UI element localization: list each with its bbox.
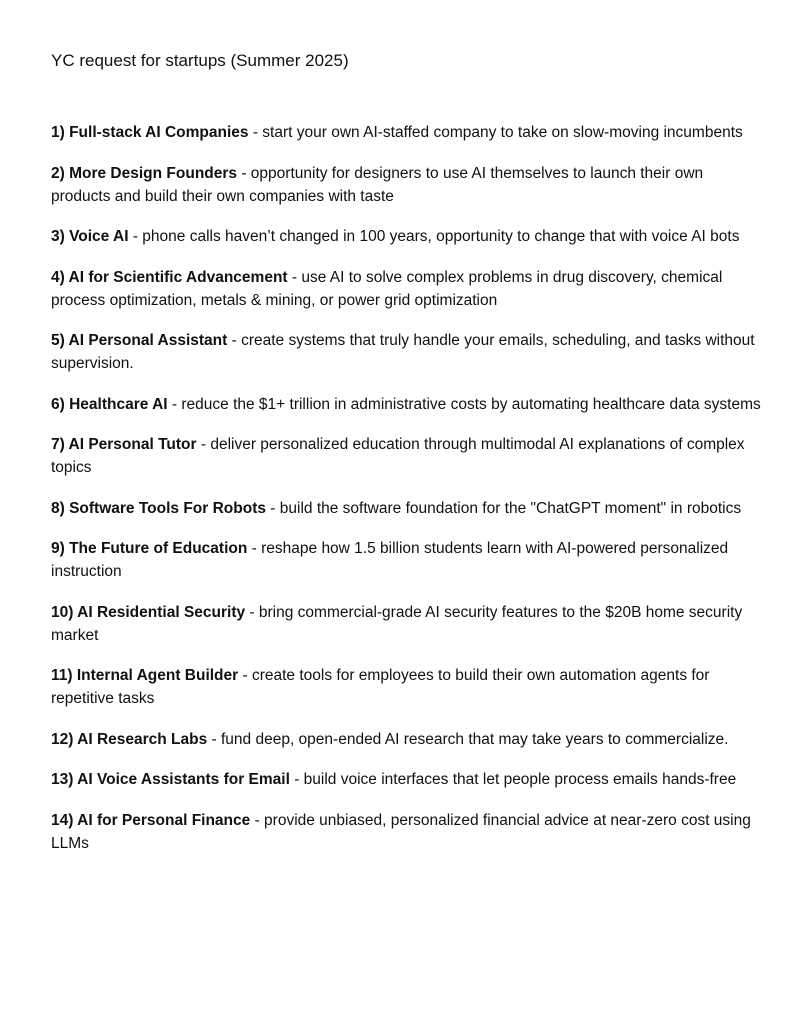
item-description: - build the software foundation for the "ChatGPT moment" in robotics <box>266 499 742 517</box>
list-item <box>51 162 761 208</box>
list-item <box>51 121 761 144</box>
item-heading: 7) AI Personal Tutor <box>51 436 197 453</box>
item-heading: 1) Full-stack AI Companies <box>51 124 249 141</box>
item-heading: 11) Internal Agent Builder <box>51 667 239 684</box>
item-heading: 4) AI for Scientific Advancement <box>51 268 288 286</box>
list-item <box>51 728 761 751</box>
item-heading: 12) AI Research Labs <box>51 730 208 748</box>
list-item <box>51 809 761 855</box>
list-item <box>51 537 761 583</box>
item-heading: 8) Software Tools For Robots <box>51 499 266 517</box>
item-description: - opportunity for designers to use AI themselves to launch their own products and build their own companies with taste <box>51 164 704 205</box>
item-heading: 9) The Future of Education <box>51 540 248 557</box>
list-item <box>51 393 761 416</box>
item-description: - create tools for employees to build their own automation agents for repetitive tasks <box>51 667 710 707</box>
list-item <box>51 329 761 375</box>
item-description: - phone calls haven’t changed in 100 years, opportunity to change that with voice AI bots <box>128 228 740 245</box>
item-heading: 6) Healthcare AI <box>51 395 168 413</box>
item-description: - build voice interfaces that let people process emails hands-free <box>289 771 737 788</box>
startup-ideas-list <box>51 121 761 872</box>
list-item <box>51 433 761 479</box>
item-heading: 5) AI Personal Assistant <box>51 332 228 349</box>
item-heading: 2) More Design Founders <box>51 164 238 182</box>
list-item <box>51 601 761 647</box>
item-description: - start your own AI-staffed company to take on slow-moving incumbents <box>248 124 743 141</box>
item-heading: 10) AI Residential Security <box>51 603 246 621</box>
item-description: - fund deep, open-ended AI research that may take years to commercialize. <box>207 730 729 748</box>
list-item <box>51 266 761 312</box>
item-description: - reduce the $1+ trillion in administrative costs by automating healthcare data systems <box>167 395 761 413</box>
document-title: YC request for startups (Summer 2025) <box>51 51 349 70</box>
list-item <box>51 664 761 710</box>
list-item <box>51 497 761 520</box>
item-description: - deliver personalized education through multimodal AI explanations of complex topics <box>51 436 745 476</box>
item-heading: 13) AI Voice Assistants for Email <box>51 771 290 788</box>
item-description: - reshape how 1.5 billion students learn with AI-powered personalized instruction <box>51 540 729 580</box>
item-heading: 3) Voice AI <box>51 228 129 245</box>
item-description: - create systems that truly handle your emails, scheduling, and tasks without supervision. <box>51 332 755 372</box>
item-description: - provide unbiased, personalized financial advice at near-zero cost using LLMs <box>51 811 751 852</box>
list-item <box>51 768 761 791</box>
list-item <box>51 225 761 248</box>
item-heading: 14) AI for Personal Finance <box>51 811 251 829</box>
item-description: - bring commercial-grade AI security features to the $20B home security market <box>51 603 743 644</box>
item-description: - use AI to solve complex problems in drug discovery, chemical process optimization, metals & mining, or power grid optimization <box>51 268 723 309</box>
